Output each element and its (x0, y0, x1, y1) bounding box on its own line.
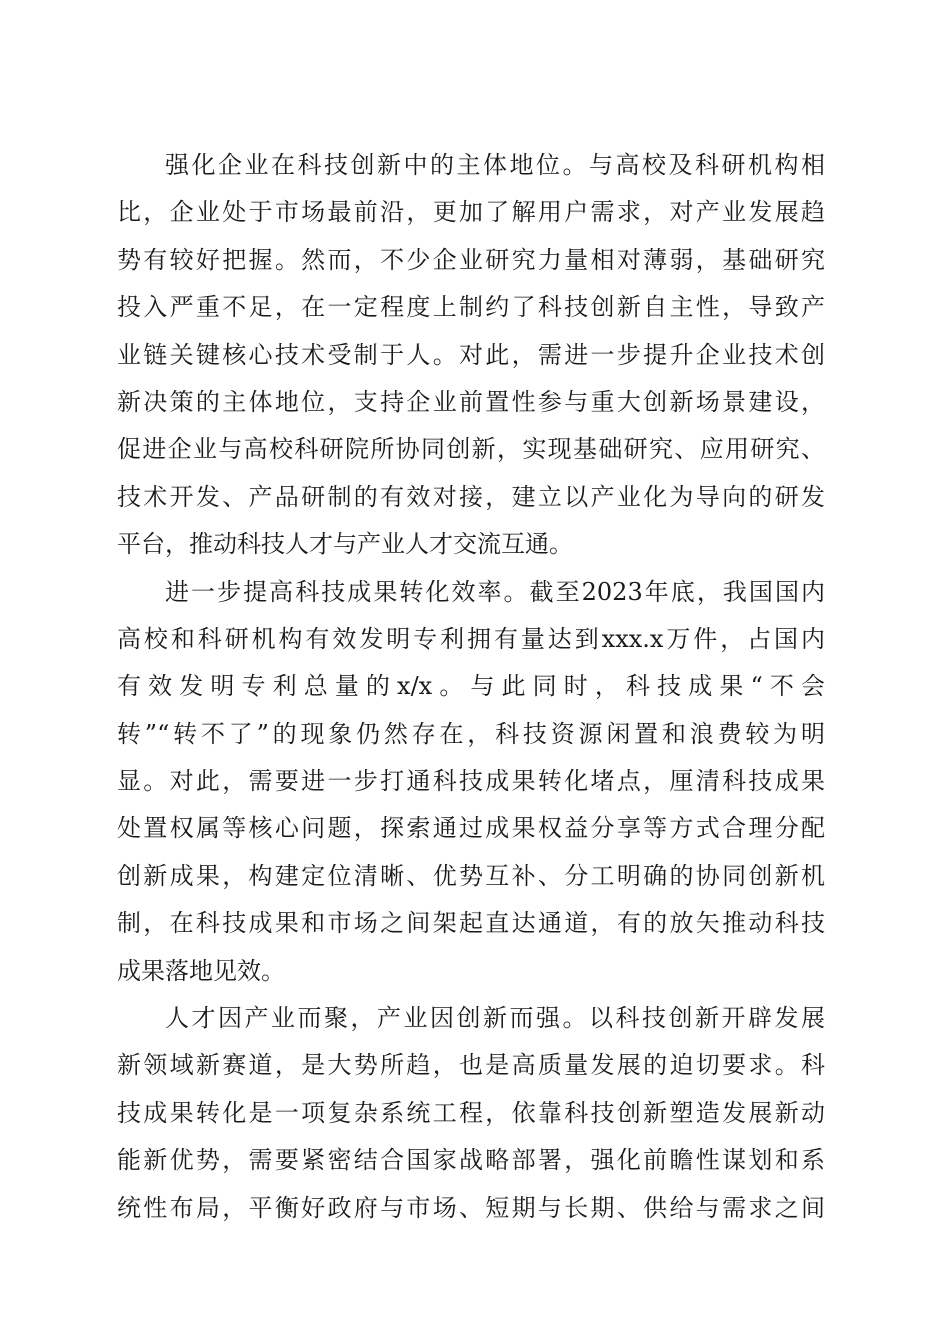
paragraph-3 (117, 995, 825, 1232)
paragraph-line: 技术开发、产品研制的有效对接，建立以产业化为导向的研发 (117, 482, 825, 511)
paragraph-line: 转”“转不了”的现象仍然存在，科技资源闲置和浪费较为明 (117, 719, 825, 748)
paragraph-line: 成果落地见效。 (117, 956, 285, 985)
paragraph-2 (117, 569, 825, 996)
paragraph-line: 能新优势，需要紧密结合国家战略部署，强化前瞻性谋划和系 (117, 1146, 825, 1175)
paragraph-line: 显。对此，需要进一步打通科技成果转化堵点，厘清科技成果 (117, 767, 825, 796)
paragraph-line: 促进企业与高校科研院所协同创新，实现基础研究、应用研究、 (117, 435, 825, 464)
paragraph-line: 制，在科技成果和市场之间架起直达通道，有的放矢推动科技 (117, 909, 825, 938)
paragraph-line: 处置权属等核心问题，探索通过成果权益分享等方式合理分配 (117, 814, 825, 843)
paragraph-line: 高校和科研机构有效发明专利拥有量达到xxx.x万件，占国内 (117, 624, 825, 653)
paragraph-line: 创新成果，构建定位清晰、优势互补、分工明确的协同创新机 (117, 861, 825, 890)
paragraph-line: 投入严重不足，在一定程度上制约了科技创新自主性，导致产 (117, 293, 825, 322)
document-body (117, 142, 825, 1232)
paragraph-line: 势有较好把握。然而，不少企业研究力量相对薄弱，基础研究 (117, 245, 825, 274)
paragraph-line: 技成果转化是一项复杂系统工程，依靠科技创新塑造发展新动 (117, 1098, 825, 1127)
paragraph-line: 平台，推动科技人才与产业人才交流互通。 (117, 530, 573, 559)
paragraph-line: 新决策的主体地位，支持企业前置性参与重大创新场景建设， (117, 387, 825, 416)
paragraph-line: 统性布局，平衡好政府与市场、短期与长期、供给与需求之间 (117, 1193, 825, 1222)
paragraph-line: 比，企业处于市场最前沿，更加了解用户需求，对产业发展趋 (117, 198, 825, 227)
paragraph-line: 进一步提高科技成果转化效率。截至2023年底，我国国内 (165, 577, 825, 606)
paragraph-line: 强化企业在科技创新中的主体地位。与高校及科研机构相 (165, 151, 825, 179)
paragraph-line: 有效发明专利总量的x/x。与此同时，科技成果“不会 (117, 672, 825, 701)
paragraph-line: 业链关键核心技术受制于人。对此，需进一步提升企业技术创 (117, 340, 825, 369)
paragraph-line: 人才因产业而聚，产业因创新而强。以科技创新开辟发展 (165, 1004, 825, 1033)
paragraph-line: 新领域新赛道，是大势所趋，也是高质量发展的迫切要求。科 (117, 1051, 825, 1080)
paragraph-1 (117, 142, 825, 569)
